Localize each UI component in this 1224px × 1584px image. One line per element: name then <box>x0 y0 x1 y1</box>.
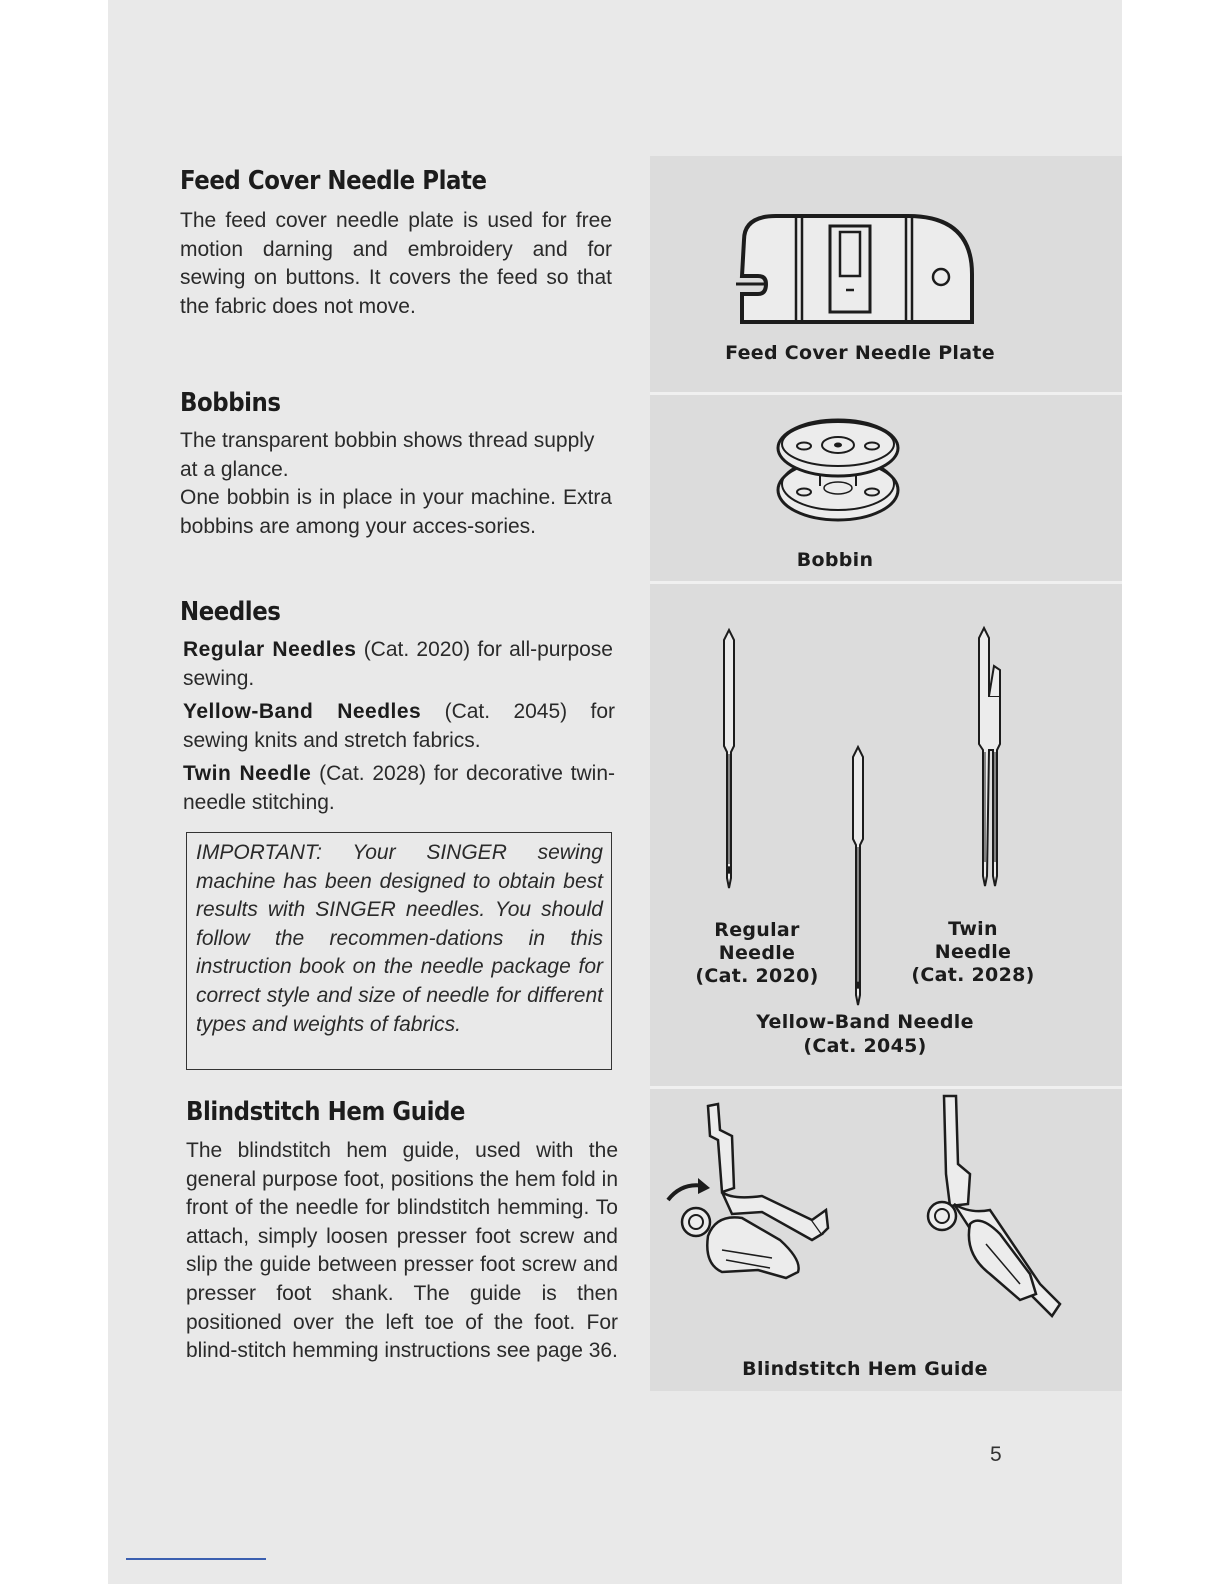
important-notice-box: IMPORTANT: Your SINGER sewing machine has been designed to obtain best results with SINGER needles. You should follow the recommen-dations in this instruction book on the needle package for correct style and size of needle for different types and weights of fabrics. <box>186 832 612 1070</box>
bobbins-text-2: One bobbin is in place in your machine. Extra bobbins are among your acces-sories. <box>180 486 612 538</box>
regular-needles-label: Regular Needles <box>183 638 357 661</box>
twin-needle-caption-3: (Cat. 2028) <box>911 964 1035 986</box>
blindstitch-caption: Blindstitch Hem Guide <box>742 1358 988 1380</box>
twin-needle-caption-2: Needle <box>934 941 1012 963</box>
blindstitch-text: The blindstitch hem guide, used with the general purpose foot, positions the hem fold in front of the needle for blindstitch hemming. To attach, simply loosen presser foot screw and slip the guide between presser foot screw and presser foot shank. The guide is then positioned over the left toe of the foot. For blind-stitch hemming instructions see page 36. <box>186 1139 618 1363</box>
twin-needle-illustration <box>972 626 1006 890</box>
yellow-band-needles-text <box>183 698 615 755</box>
blindstitch-heading: Blindstitch Hem Guide <box>186 1097 465 1127</box>
feed-cover-text: The feed cover needle plate is used for free motion darning and embroidery and for sewing on buttons. It covers the feed so that the fabric does not move. <box>180 209 612 318</box>
bobbins-text-1: The transparent bobbin shows thread supply at a glance. <box>180 429 595 481</box>
yellow-band-needles-desc: (Cat. 2045) for sewing knits and stretch fabrics. <box>183 700 616 752</box>
presser-foot-left-illustration <box>662 1100 832 1300</box>
feed-cover-plate-illustration <box>736 210 976 332</box>
feed-cover-caption: Feed Cover Needle Plate <box>725 342 995 364</box>
scan-edge-line <box>126 1558 266 1560</box>
bobbin-illustration <box>774 416 902 526</box>
bobbins-heading: Bobbins <box>180 388 281 418</box>
yellow-band-needles-label: Yellow-Band Needles <box>183 700 422 723</box>
regular-needle-caption-1: Regular <box>714 919 800 941</box>
feed-cover-heading: Feed Cover Needle Plate <box>180 166 487 196</box>
yellow-band-needle-illustration <box>847 745 869 1007</box>
regular-needle-caption-3: (Cat. 2020) <box>695 965 819 987</box>
page-number: 5 <box>990 1443 1002 1466</box>
presser-foot-right-illustration <box>920 1094 1080 1334</box>
yellow-band-needle-caption-1: Yellow-Band Needle <box>756 1011 974 1033</box>
twin-needle-caption-1: Twin <box>948 918 998 940</box>
regular-needle-caption-2: Needle <box>718 942 796 964</box>
twin-needle-desc: (Cat. 2028) for decorative twin-needle stitching. <box>183 762 616 814</box>
twin-needle-label: Twin Needle <box>183 762 312 785</box>
regular-needle-illustration <box>718 628 740 890</box>
regular-needles-desc: (Cat. 2020) for all-purpose sewing. <box>183 638 613 690</box>
yellow-band-needle-caption-2: (Cat. 2045) <box>803 1035 927 1057</box>
bobbin-caption: Bobbin <box>796 549 874 571</box>
regular-needles-text <box>183 636 613 693</box>
needles-heading: Needles <box>180 597 281 627</box>
twin-needle-text <box>183 760 615 817</box>
